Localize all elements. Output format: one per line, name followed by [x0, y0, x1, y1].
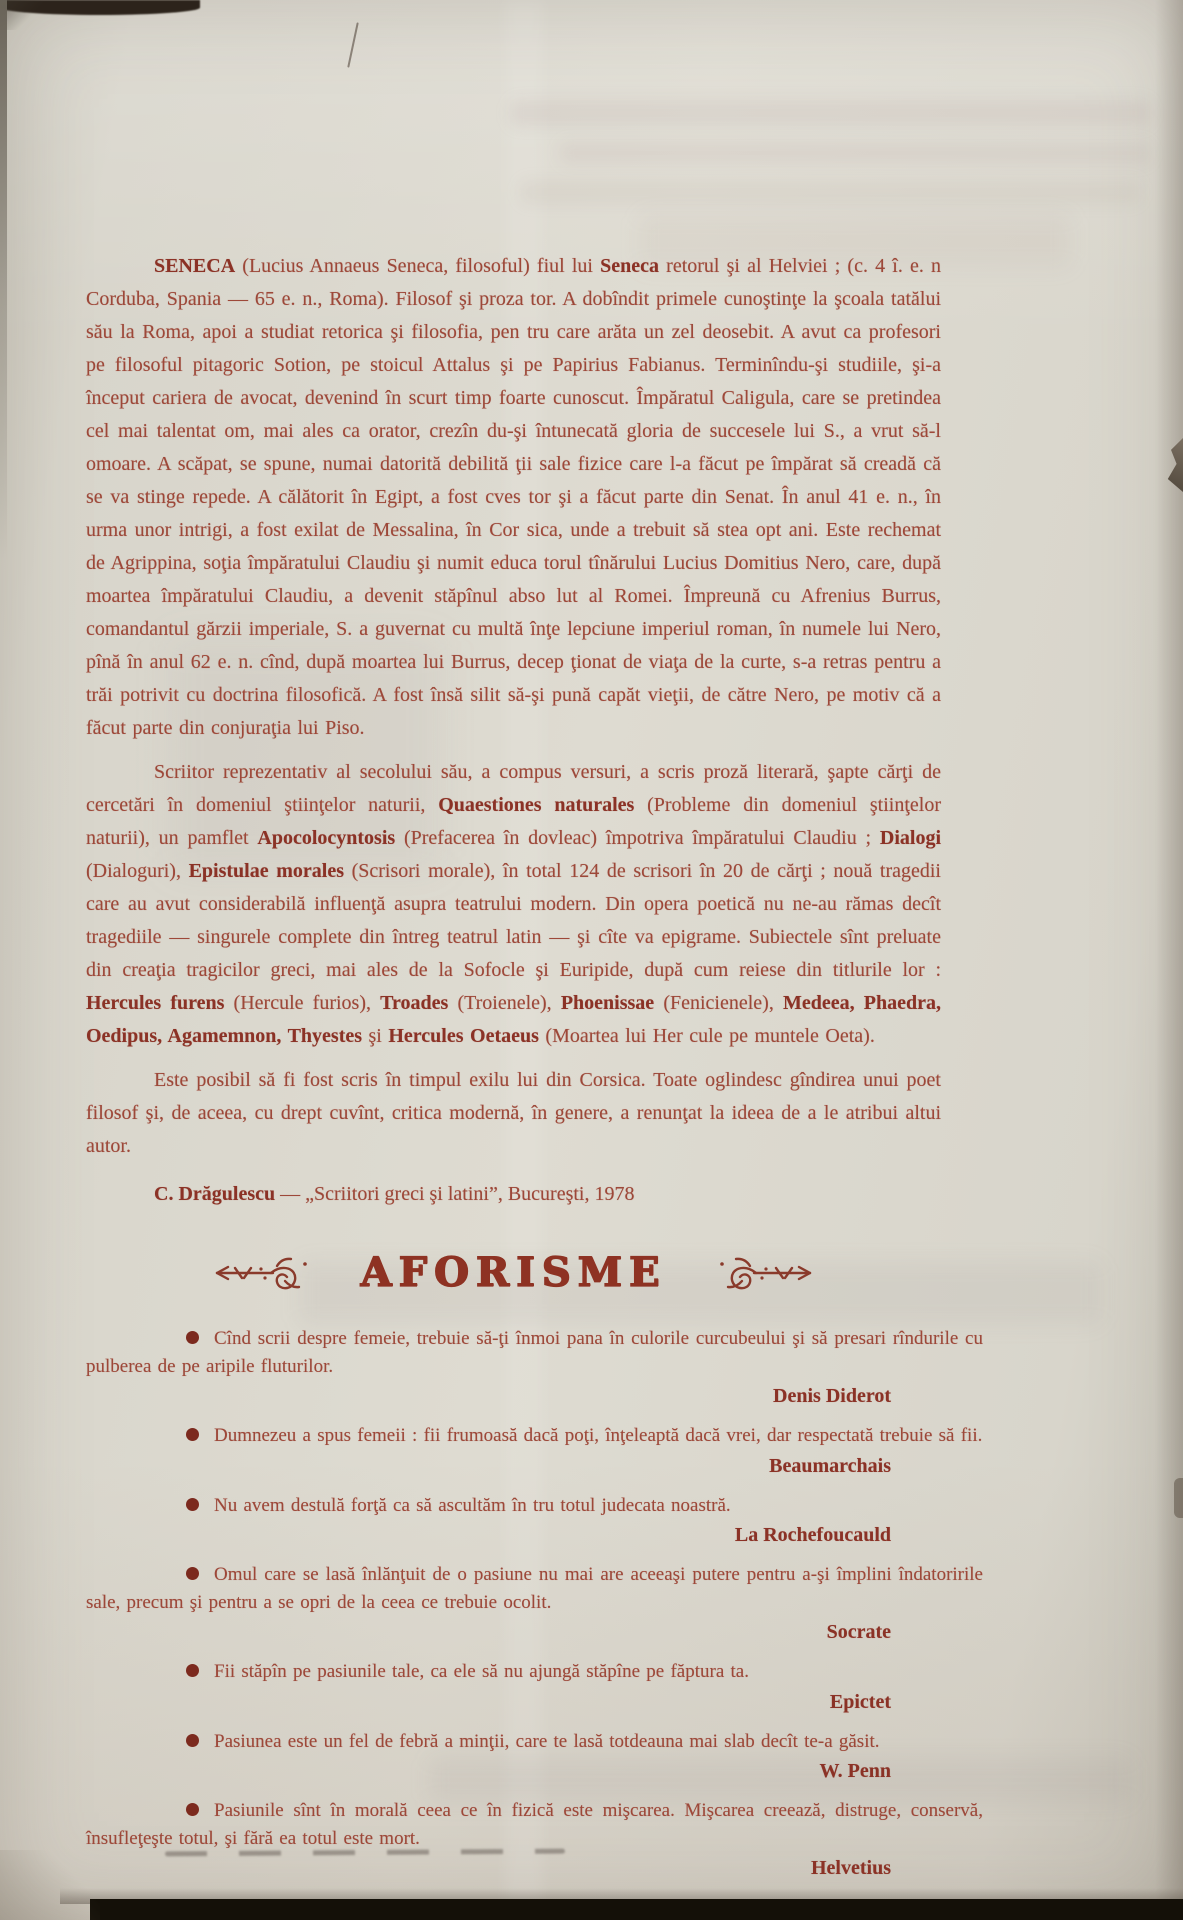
aphorism-text-content: Nu avem destulă forţă ca să ascultăm în tru totul judecata noastră. [214, 1494, 731, 1516]
aphorism-text [86, 1561, 983, 1616]
aphorism-item [86, 1797, 983, 1881]
seneca-bio-section [0, 250, 1183, 1295]
bullet-icon [186, 1567, 199, 1580]
floral-flourish-left-icon [215, 1256, 319, 1290]
aphorisms-section [0, 1325, 1183, 1881]
aphorism-item [86, 1422, 983, 1479]
aphorism-text-content: Pasiunile sînt în morală ceea ce în fizică este mişcarea. Mişcarea creează, distruge, conservă, însufleţeşte totul, şi fără ea totul este mort. [86, 1800, 983, 1849]
bio-paragraph-1: SENECA (Lucius Annaeus Seneca, filosoful) fiul lui Seneca retorul şi al Helviei ; (c. 4 î. e. n Corduba, Spania — 65 e. n., Roma). Filosof şi proza tor. A dobîndit primele cunoştinţe la şcoala tatălui său la Roma, apoi a studiat retorica şi filosofia, pen tru care arăta un zel deosebit. A avut ca profesori pe filosoful pitagoric Sotion, pe stoicul Attalus şi pe Papirius Fabianus. Terminîndu-şi studiile, şi-a început cariera de avocat, devenind în scurt timp foarte cunoscut. Împăratul Caligula, care se pretindea cel mai talentat om, mai ales ca orator, crezîn du-şi întunecată gloria de succesele lui S., a vrut să-l omoare. A scăpat, se spune, numai datorită debilită ţii sale fizice care l-a făcut pe împărat să creadă că se va stinge repede. A călătorit în Egipt, a fost cves tor şi a făcut parte din Senat. În anul 41 e. n., în urma unor intrigi, a fost exilat de Messalina, în Cor sica, unde a trebuit să stea opt ani. Este rechemat de Agrippina, soţia împăratului Claudiu şi numit educa torul tînărului Lucius Domitius Nero, care, după moartea împăratului Claudiu, a devenit stăpînul abso lut al Romei. Împreună cu Afrenius Burrus, comandantul gărzii imperiale, S. a guvernat cu multă înţe lepciune imperiul roman, în numele lui Nero, pînă în anul 62 e. n. cînd, după moartea lui Burrus, decep ţionat de viaţa de la curte, s-a retras pentru a trăi potrivit cu doctrina filosofică. A fost însă silit să-şi pună capăt vieţii, de către Nero, pe motiv că a făcut parte din conjuraţia lui Piso. [86, 255, 942, 739]
aforisme-title: AFORISME [360, 1249, 667, 1296]
aphorism-item [86, 1325, 983, 1409]
aphorism-text-content: Omul care se lasă înlănţuit de o pasiune nu mai are aceeaşi putere pentru a-şi împlini îndatoririle sale, precum şi pentru a se opri de la ceea ce trebuie ocolit. [86, 1564, 983, 1613]
bullet-icon [186, 1331, 199, 1344]
aphorism-text-content: Dumnezeu a spus femeii : fii frumoasă dacă poţi, înţeleaptă dacă vrei, dar respectată trebuie să fii. [214, 1425, 983, 1446]
aphorism-text [86, 1492, 983, 1520]
aphorism-text [86, 1728, 983, 1756]
aphorism-author: Denis Diderot [773, 1385, 891, 1407]
aphorism-item [86, 1492, 983, 1549]
floral-flourish-right-icon [708, 1256, 812, 1290]
bullet-icon [186, 1664, 199, 1677]
aphorism-text [86, 1422, 983, 1450]
aphorism-text [86, 1797, 983, 1852]
bullet-icon [186, 1734, 199, 1747]
aphorism-author: Socrate [826, 1621, 891, 1643]
aphorism-author: La Rochefoucauld [734, 1524, 891, 1546]
aforisme-heading-row [86, 1251, 941, 1295]
aphorism-text-content: Pasiunea este un fel de febră a minţii, care te lasă totdeauna mai slab decît te-a găsit. [214, 1730, 880, 1752]
aphorism-text [86, 1658, 983, 1686]
bullet-icon [186, 1428, 199, 1441]
source-citation: C. Drăgulescu — „Scriitori greci şi latini”, Bucureşti, 1978 [154, 1183, 635, 1205]
bullet-icon [186, 1803, 199, 1816]
bio-paragraph-3: Este posibil să fi fost scris în timpul exilu lui din Corsica. Toate oglindesc gîndirea unui poet filosof şi, de aceea, cu drept cuvînt, critica modernă, în genere, a renunţat la ideea de a le atribui altui autor. [86, 1069, 941, 1157]
aphorism-text-content: Cînd scrii despre femeie, trebuie să-ţi înmoi pana în culorile curcubeului şi să presari rîndurile cu pulberea de pe aripile fluturilor. [86, 1328, 983, 1377]
aphorism-text [86, 1325, 983, 1380]
aphorism-item [86, 1658, 983, 1715]
aphorism-author: W. Penn [819, 1760, 891, 1782]
aphorism-author: Epictet [829, 1690, 891, 1713]
aphorism-author: Helvetius [811, 1857, 891, 1879]
bullet-icon [186, 1498, 199, 1511]
aphorism-item [86, 1728, 983, 1785]
bio-paragraph-2: Scriitor reprezentativ al secolului său, a compus versuri, a scris proză literară, şapte cărţi de cercetări în domeniul ştiinţelor naturii, Quaestiones naturales (Probleme din domeniul ştiinţelor naturii), un pamflet Apocolocyntosis (Prefacerea în dovleac) împotriva împăratului Claudiu ; Dialogi (Dialoguri), Epistulae morales (Scrisori morale), în total 124 de scrisori în 20 de cărţi ; nouă tragedii care au avut considerabilă influenţă asupra teatrului modern. Din opera poetică nu ne-au rămas decît tragediile — singurele complete din întreg teatrul latin — şi cîte va epigrame. Subiectele sînt preluate din creaţia tragicilor greci, mai ales de la Sofocle şi Euripide, după cum reiese din titlurile lor : Hercules furens (Hercule furios), Troades (Troienele), Phoenissae (Fenicienele), Medeea, Phaedra, Oedipus, Agamemnon, Thyestes şi Hercules Oetaeus (Moartea lui Her cule pe muntele Oeta). [86, 761, 942, 1047]
aphorism-text-content: Fii stăpîn pe pasiunile tale, ca ele să nu ajungă stăpîne pe făptura ta. [214, 1661, 749, 1682]
aphorism-item [86, 1561, 983, 1645]
aphorism-author: Beaumarchais [769, 1454, 891, 1477]
